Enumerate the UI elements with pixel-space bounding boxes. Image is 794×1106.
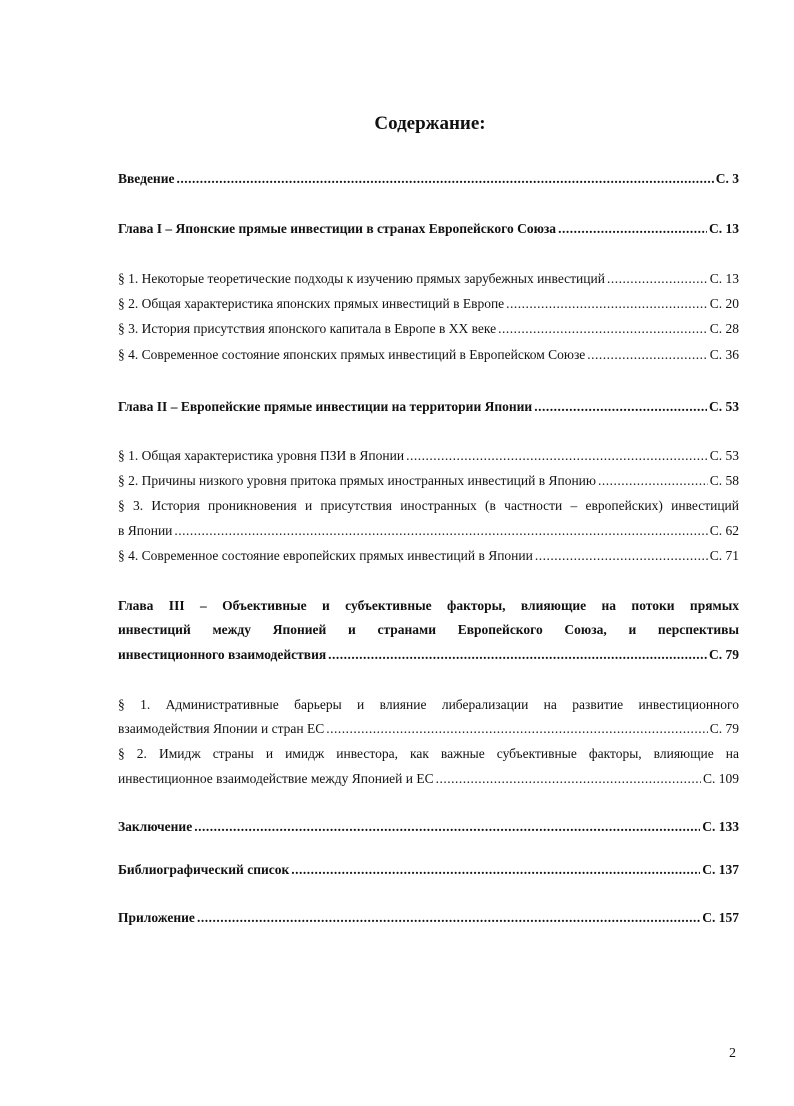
toc-entry-page: С. 3 <box>715 171 739 186</box>
leader-dots <box>328 646 707 664</box>
toc-entry-page: С. 20 <box>709 296 739 311</box>
toc-entry-ch2-sec1[interactable] <box>118 447 739 465</box>
toc-entry-label: инвестиционного взаимодействия <box>118 647 327 662</box>
toc-entry-label: § 1. Некоторые теоретические подходы к изучению прямых зарубежных инвестиций <box>118 271 605 286</box>
leader-dots <box>598 472 708 490</box>
toc-entry-ch3-sec1[interactable] <box>118 720 739 738</box>
toc-entry-label: Заключение <box>118 819 193 834</box>
leader-dots <box>194 818 700 836</box>
toc-entry-ch2-sec4[interactable] <box>118 547 739 565</box>
toc-entry-label: § 1. Общая характеристика уровня ПЗИ в Японии <box>118 448 405 463</box>
leader-dots <box>498 320 708 338</box>
toc-entry-ch1-sec2[interactable] <box>118 295 739 313</box>
leader-dots <box>607 270 708 288</box>
leader-dots <box>535 547 708 565</box>
toc-entry-label: Глава I – Японские прямые инвестиции в странах Европейского Союза <box>118 221 557 236</box>
leader-dots <box>174 522 707 540</box>
toc-entry-appendix[interactable] <box>118 909 739 927</box>
leader-dots <box>534 398 707 416</box>
toc-entry-label: в Японии <box>118 523 173 538</box>
toc-entry-page: С. 28 <box>709 321 739 336</box>
leader-dots <box>587 346 707 364</box>
leader-dots <box>506 295 708 313</box>
toc-entry-conclusion[interactable] <box>118 818 739 836</box>
page-number: 2 <box>729 1046 736 1061</box>
toc-entry-ch1-sec1[interactable] <box>118 270 739 288</box>
toc-entry-ch1-sec4[interactable] <box>118 346 739 364</box>
toc-entry-page: С. 109 <box>702 771 739 786</box>
toc-entry-chapter-3-line2[interactable]: инвестиций между Японией и странами Европейского Союза, и перспективы <box>118 622 739 637</box>
toc-entry-label: Библиографический список <box>118 862 290 877</box>
leader-dots <box>291 861 700 879</box>
toc-entry-ch3-sec2[interactable] <box>118 770 739 788</box>
toc-entry-label: § 4. Современное состояние европейских прямых инвестиций в Японии <box>118 548 533 563</box>
toc-entry-intro[interactable] <box>118 170 739 188</box>
toc-entry-page: С. 133 <box>702 819 739 834</box>
toc-entry-bibliography[interactable] <box>118 861 739 879</box>
toc-entry-chapter-3-line1[interactable]: Глава III – Объективные и субъективные факторы, влияющие на потоки прямых <box>118 598 739 613</box>
toc-entry-label: Глава II – Европейские прямые инвестиции на территории Японии <box>118 399 533 414</box>
leader-dots <box>406 447 708 465</box>
toc-entry-page: С. 79 <box>709 721 739 736</box>
toc-entry-page: С. 13 <box>709 221 739 236</box>
toc-entry-ch2-sec2[interactable] <box>118 472 739 490</box>
toc-entry-label: инвестиционное взаимодействие между Японией и ЕС <box>118 771 434 786</box>
toc-entry-page: С. 71 <box>709 548 739 563</box>
toc-entry-page: С. 62 <box>709 523 739 538</box>
toc-entry-chapter-3[interactable] <box>118 646 739 664</box>
toc-entry-label: взаимодействия Японии и стран ЕС <box>118 721 325 736</box>
leader-dots <box>176 170 713 188</box>
leader-dots <box>326 720 707 738</box>
toc-entry-page: С. 137 <box>702 862 739 877</box>
toc-entry-ch2-sec3[interactable] <box>118 522 739 540</box>
toc-entry-page: С. 36 <box>709 347 739 362</box>
toc-entry-label: Введение <box>118 171 175 186</box>
toc-entry-page: С. 53 <box>709 448 739 463</box>
leader-dots <box>558 220 707 238</box>
page-title: Содержание: <box>374 113 486 134</box>
toc-entry-ch3-sec2-line1[interactable]: § 2. Имидж страны и имидж инвестора, как важные субъективные факторы, влияющие на <box>118 746 739 761</box>
toc-entry-label: § 3. История присутствия японского капитала в Европе в XX веке <box>118 321 497 336</box>
toc-entry-label: Приложение <box>118 910 195 925</box>
leader-dots <box>197 909 700 927</box>
toc-entry-label: § 2. Причины низкого уровня притока прямых иностранных инвестиций в Японию <box>118 473 596 488</box>
toc-entry-chapter-1[interactable] <box>118 220 739 238</box>
toc-entry-page: С. 13 <box>709 271 739 286</box>
leader-dots <box>436 770 701 788</box>
toc-entry-page: С. 79 <box>709 647 739 662</box>
toc-entry-ch1-sec3[interactable] <box>118 320 739 338</box>
toc-entry-page: С. 157 <box>702 910 739 925</box>
toc-entry-ch2-sec3-line1[interactable]: § 3. История проникновения и присутствия иностранных (в частности – европейских) инвестиций <box>118 498 739 513</box>
toc-entry-page: С. 58 <box>709 473 739 488</box>
toc-entry-label: § 4. Современное состояние японских прямых инвестиций в Европейском Союзе <box>118 347 586 362</box>
toc-entry-ch3-sec1-line1[interactable]: § 1. Административные барьеры и влияние либерализации на развитие инвестиционного <box>118 697 739 712</box>
toc-entry-page: С. 53 <box>709 399 739 414</box>
toc-entry-chapter-2[interactable] <box>118 398 739 416</box>
toc-entry-label: § 2. Общая характеристика японских прямых инвестиций в Европе <box>118 296 505 311</box>
